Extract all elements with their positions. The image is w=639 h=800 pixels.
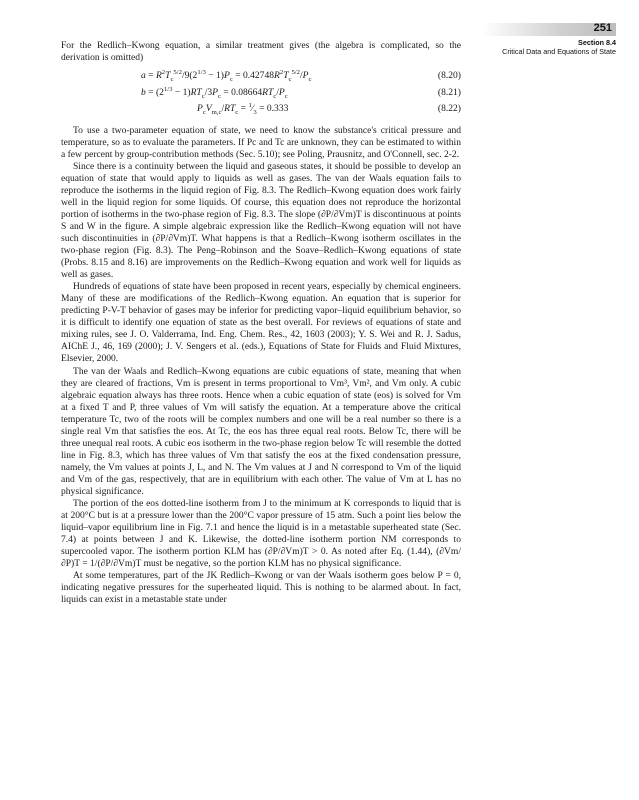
equation-block [61,70,461,120]
running-header [476,38,616,56]
paragraph: The van der Waals and Redlich–Kwong equations are cubic equations of state, meaning that when they are cleared of fractions, Vm is present in terms proportional to Vm³, Vm², and Vm only. A cubic algebraic equation always has three roots. Hence when a cubic equation of state (eos) is solved for Vm at a fixed T and P, three values of Vm will satisfy the equation. At a temperature above the critical temperature Tc, two of the roots will be complex numbers and one will be a real number so there is a single real Vm that satisfies the eos. At Tc, the eos has three equal real roots. Below Tc, there will be three unequal real roots. A cubic eos isotherm in the two-phase region below Tc will resemble the dotted line in Fig. 8.3, which has three values of Vm that satisfy the eos at the fixed condensation pressure, namely, the Vm values at points J, L, and N. The Vm values at J and N correspond to Vm of the liquid and Vm of the gas, respectively, that are in equilibrium with each other. The value of Vm at L has no physical significance. [61,365,461,497]
equation-8-22 [61,103,461,120]
paragraph: At some temperatures, part of the JK Redlich–Kwong or van der Waals isotherm goes below P = 0, indicating negative pressures for the superheated liquid. This is nothing to be alarmed about. In fact, liquids can exist in a metastable state under [61,570,461,606]
paragraph: To use a two-parameter equation of state, we need to know the substance's critical pressure and temperature, so as to evaluate the parameters. If Pc and Tc are unknown, they can be estimated to within a few percent by group-contribution methods (Sec. 5.10); see Poling, Prausnitz, and O'Connell, sec. 2-2. [61,124,461,160]
equation-number: (8.21) [437,86,461,98]
intro-paragraph: For the Redlich–Kwong equation, a similar treatment gives (the algebra is complicated, so the derivation is omitted) [61,40,461,64]
section-title: Critical Data and Equations of State [502,47,616,56]
equation-expression: $P_cV_{m,c}/RT_c$ = $^1⁄_3 = 0.333$ [197,101,289,116]
equation-expression: $a = R^2T_c^{5/2}/9(2^{1/3} - 1)P_c = 0.42748R^2T_c^{5/2}/P_c$ [141,68,312,83]
paragraph: Hundreds of equations of state have been proposed in recent years, especially by chemical engineers. Many of these are modifications of the Redlich–Kwong equation. An equation that is superior for predicting P-V-T behavior of gases may be inferior for predicting vapor–liquid equilibrium behavior, so it is difficult to identify one equation of state as the best overall. For reviews of equations of state and mixing rules, see J. O. Valderrama, Ind. Eng. Chem. Res., 42, 1603 (2003); Y. S. Wei and R. J. Sadus, AIChE J., 46, 169 (2000); J. V. Sengers et al. (eds.), Equations of State for Fluids and Fluid Mixtures, Elsevier, 2000. [61,281,461,365]
equation-number: (8.22) [437,103,461,115]
page-number-bar [482,23,616,36]
page-number: 251 [593,22,612,34]
body-text [61,40,461,606]
section-number: Section 8.4 [578,38,616,47]
paragraph: The portion of the eos dotted-line isotherm from J to the minimum at K corresponds to liquid that is at 200°C but is at a pressure lower than the 200°C vapor pressure of 15 atm. Such a point lies below the liquid–vapor equilibrium line in Fig. 7.1 and hence the liquid is in a metastable superheated state (Sec. 7.4) at points between J and K. Likewise, the dotted-line isotherm portion NM corresponds to supercooled vapor. The isotherm portion KLM has (∂P/∂Vm)T > 0. As noted after Eq. (1.44), (∂Vm/∂P)T = 1/(∂P/∂Vm)T must be negative, so the portion KLM has no physical significance. [61,498,461,570]
paragraph: Since there is a continuity between the liquid and gaseous states, it should be possible to develop an equation of state that would apply to liquids as well as gases. The van der Waals equation fails to reproduce the isotherms in the liquid region of Fig. 8.3. The Redlich–Kwong equation does work fairly well in the liquid region for some liquids. Of course, this equation does not reproduce the horizontal portion of isotherms in the two-phase region of Fig. 8.3. The slope (∂P/∂Vm)T is discontinuous at points S and W in the figure. A simple algebraic expression like the Redlich–Kwong equation will not have such discontinuities in (∂P/∂Vm)T. What happens is that a Redlich–Kwong isotherm oscillates in the two-phase region (Fig. 8.3). The Peng–Robinson and the Soave–Redlich–Kwong equations of state (Probs. 8.15 and 8.16) are improvements on the Redlich–Kwong equation and work well for liquids as well as gases. [61,160,461,281]
equation-8-21 [61,87,461,104]
equation-number: (8.20) [437,70,461,82]
equation-expression: $b = (2^{1/3} - 1)RT_c/3P_c = 0.08664RT_c/P_c$ [141,85,288,100]
equation-8-20 [61,70,461,87]
